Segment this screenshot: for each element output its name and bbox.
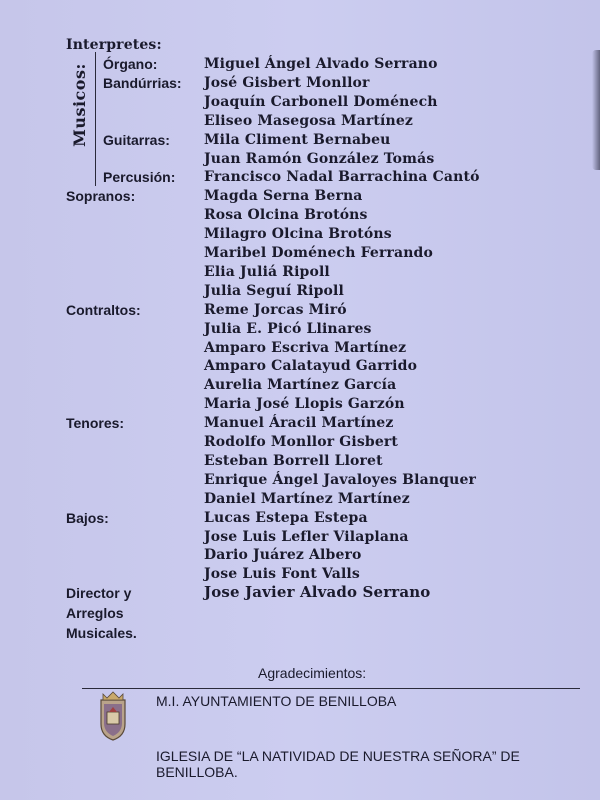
- singer-name: Milagro Olcina Brotóns: [204, 226, 392, 243]
- voice-section-label: Sopranos:: [66, 188, 136, 205]
- voice-section-label: Bajos:: [66, 509, 109, 526]
- singer-name: Julia E. Picó Llinares: [204, 320, 372, 337]
- singer-name: Jose Luis Font Valls: [204, 566, 360, 583]
- director-label-line: Arreglos: [66, 605, 124, 621]
- voice-section-label: Contraltos:: [66, 301, 141, 318]
- divider-line: [82, 688, 580, 689]
- musicos-bracket: [95, 52, 96, 186]
- singer-name: Dario Juárez Albero: [204, 547, 362, 564]
- singer-name: Rodolfo Monllor Gisbert: [204, 434, 399, 450]
- singer-name: Maria José Llopis Garzón: [204, 396, 405, 413]
- singer-name: Manuel Áracil Martínez: [204, 415, 394, 432]
- page-edge-shadow: [592, 50, 600, 170]
- singer-name: Julia Seguí Ripoll: [204, 282, 344, 299]
- singer-name: Lucas Estepa Estepa: [204, 509, 368, 526]
- singer-name: Jose Luis Lefler Vilaplana: [204, 528, 409, 545]
- interpretes-heading: Interpretes:: [66, 37, 162, 53]
- singer-name: Daniel Martínez Martínez: [204, 490, 410, 507]
- musician-name: Eliseo Masegosa Martínez: [204, 112, 413, 129]
- thanks-ayuntamiento: M.I. AYUNTAMIENTO DE BENILLOBA: [156, 693, 397, 709]
- municipal-coat-of-arms-icon: [95, 690, 131, 742]
- musician-name: Miguel Ángel Alvado Serrano: [204, 56, 438, 72]
- instrument-label: Bandúrrias:: [103, 74, 182, 91]
- director-label-line: Musicales.: [66, 625, 137, 641]
- instrument-label: Guitarras:: [103, 131, 170, 148]
- thanks-iglesia: IGLESIA DE “LA NATIVIDAD DE NUESTRA SEÑORA” DE BENILLOBA.: [156, 748, 520, 780]
- singer-name: Amparo Escriva Martínez: [204, 339, 407, 356]
- singer-name: Reme Jorcas Miró: [204, 301, 347, 318]
- singer-name: Magda Serna Berna: [204, 188, 363, 205]
- singer-name: Rosa Olcina Brotóns: [204, 207, 368, 224]
- musician-name: Joaquín Carbonell Doménech: [204, 93, 438, 110]
- musician-name: Juan Ramón González Tomás: [204, 150, 435, 167]
- thanks-title: Agradecimientos:: [258, 665, 367, 681]
- director-label: [66, 583, 137, 643]
- singer-name: Maribel Doménech Ferrando: [204, 245, 433, 261]
- singer-name: Elia Juliá Ripoll: [204, 263, 330, 280]
- musician-name: José Gisbert Monllor: [204, 74, 370, 91]
- musician-name: Mila Climent Bernabeu: [204, 131, 391, 148]
- singer-name: Esteban Borrell Lloret: [204, 452, 383, 469]
- director-name: Jose Javier Alvado Serrano: [204, 583, 431, 601]
- singer-name: Amparo Calatayud Garrido: [204, 358, 418, 375]
- musicos-vertical-label: Musicos:: [70, 63, 89, 147]
- director-label-line: Director y: [66, 585, 132, 601]
- musician-name: Francisco Nadal Barrachina Cantó: [204, 169, 480, 186]
- voice-section-label: Tenores:: [66, 415, 125, 432]
- singer-name: Enrique Ángel Javaloyes Blanquer: [204, 471, 477, 488]
- instrument-label: Percusión:: [103, 169, 176, 186]
- singer-name: Aurelia Martínez García: [204, 377, 397, 394]
- instrument-label: Órgano:: [103, 56, 158, 72]
